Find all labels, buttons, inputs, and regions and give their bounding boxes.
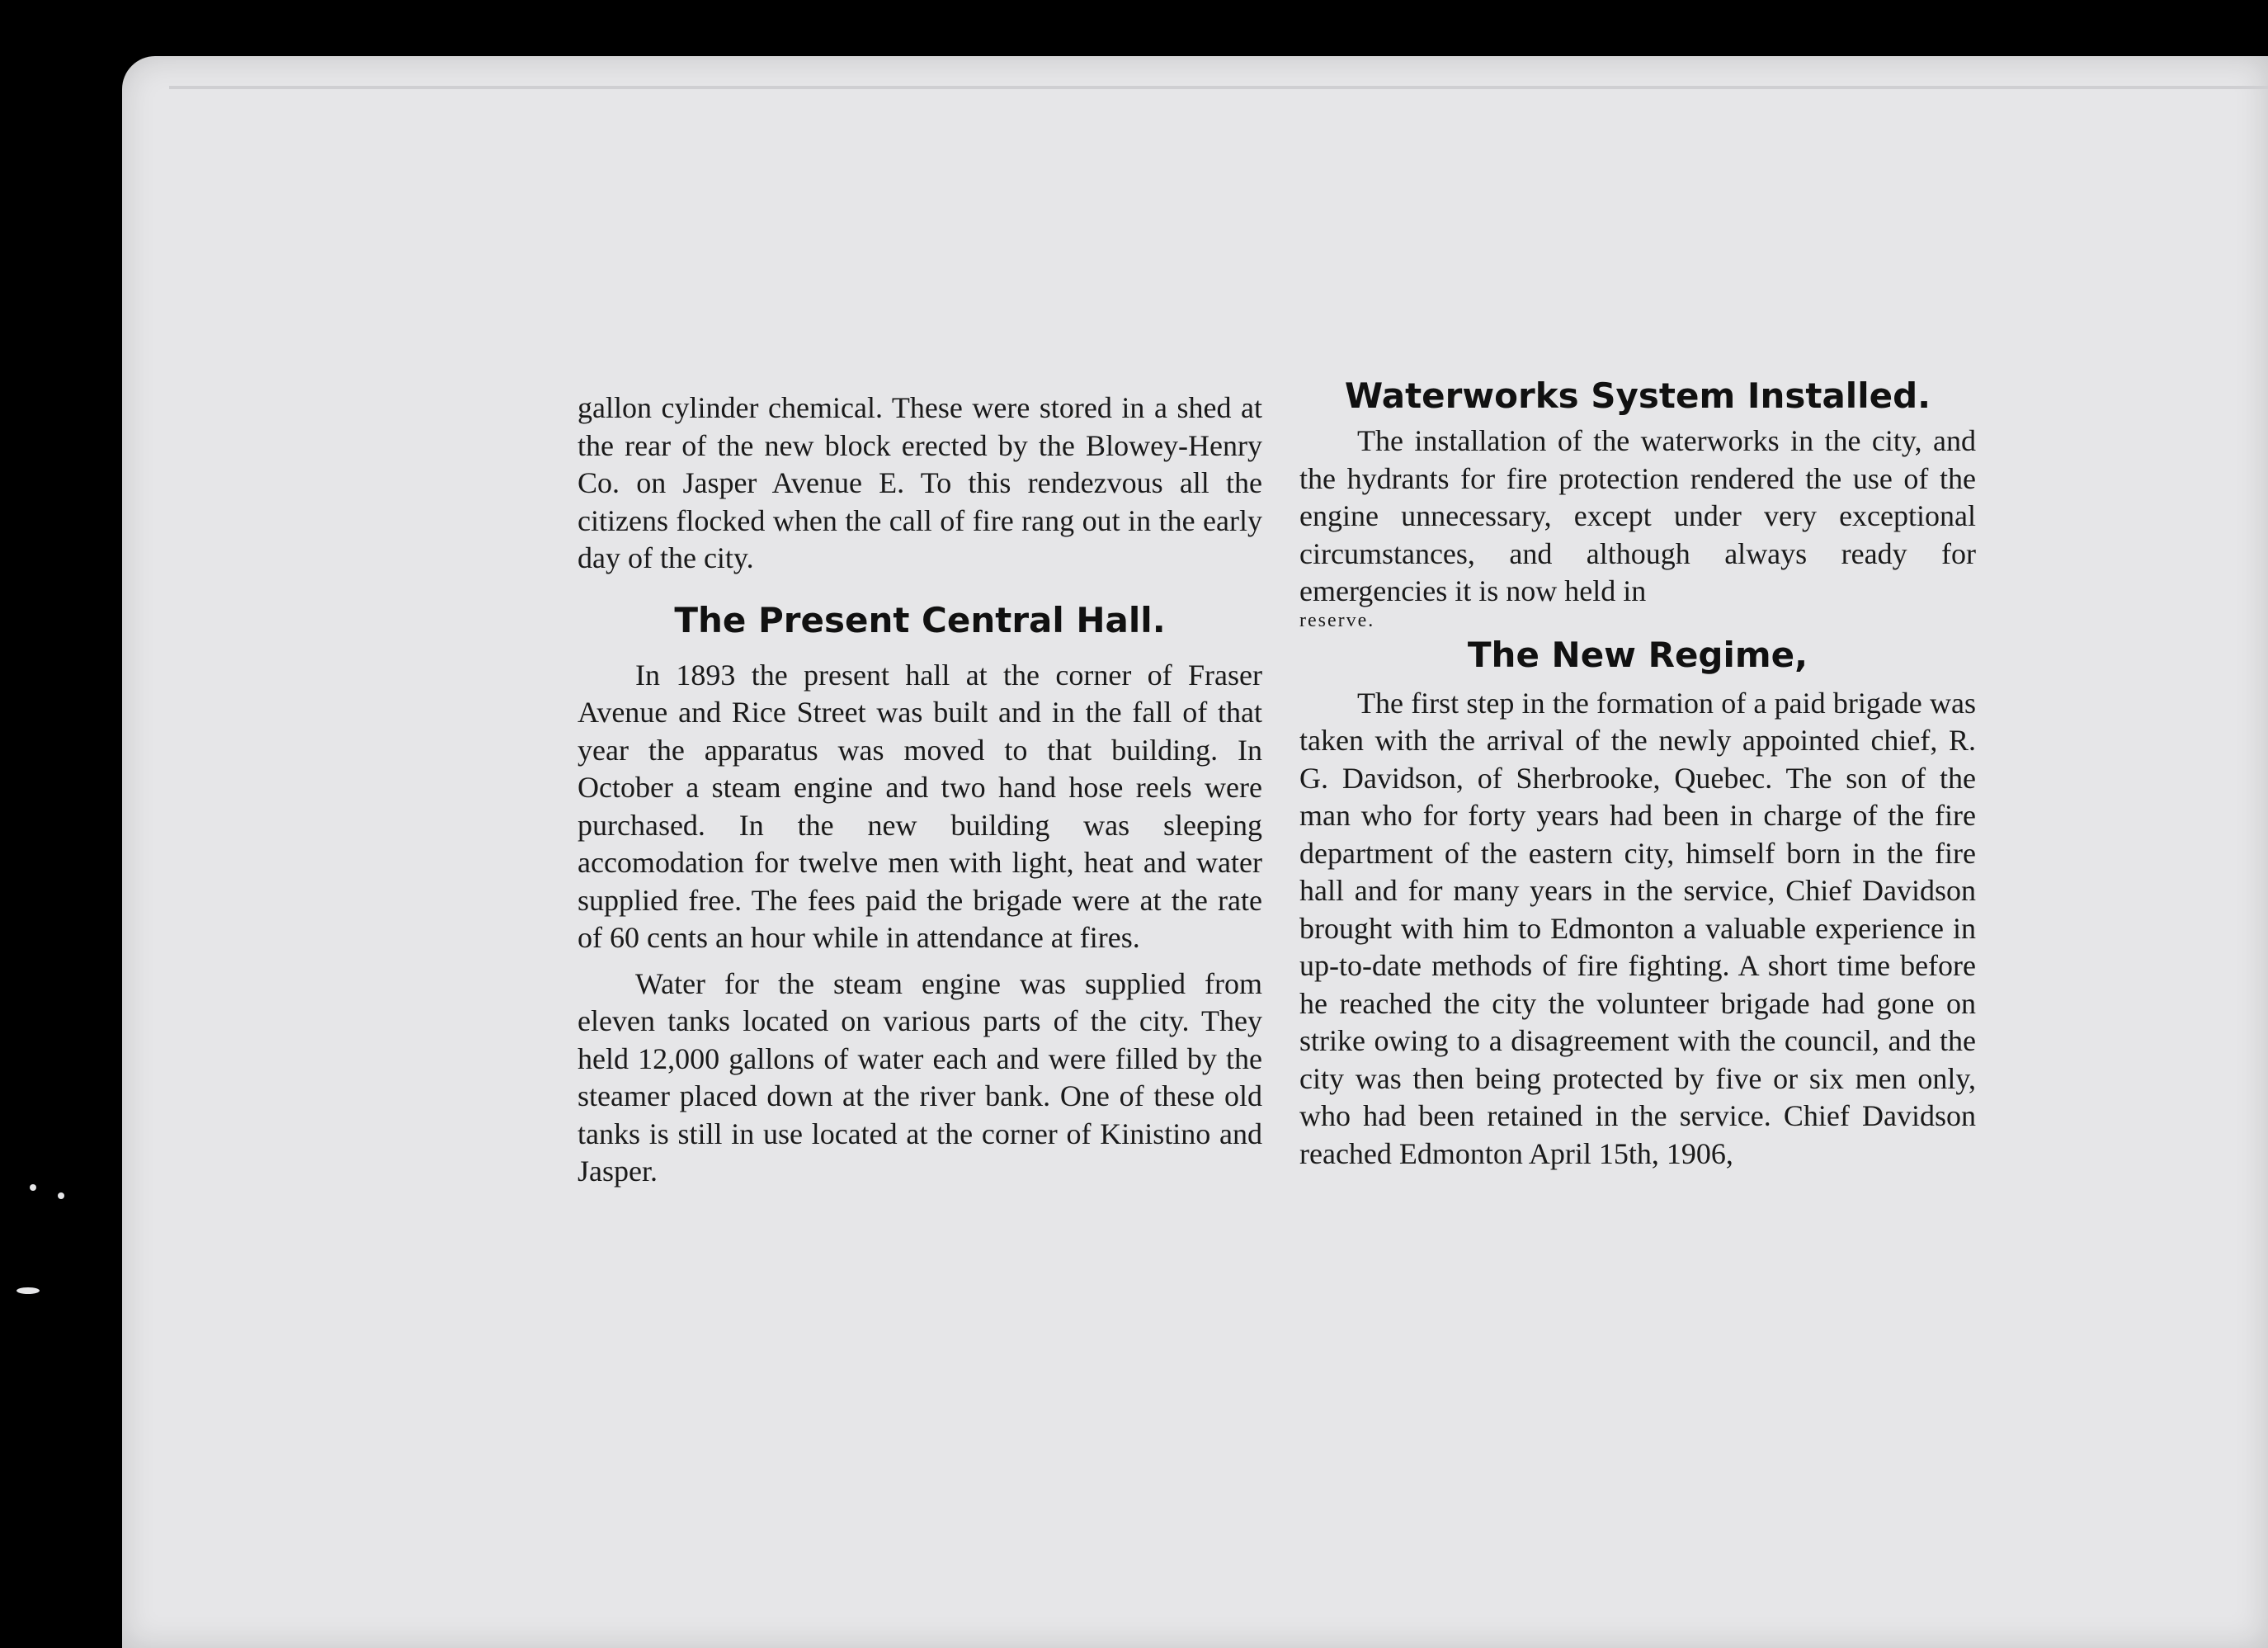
scan-speck <box>1668 1597 1686 1610</box>
paragraph-water-tanks: Water for the steam engine was supplied from eleven tanks located on various parts of the city. They held 12,000 gallons of water each and were filled by the steamer placed down at the river bank. One of these old tanks is still in use located at the corner of Kinistino and Jasper. <box>578 966 1262 1188</box>
heading-new-regime: The New Regime, <box>1467 634 1808 675</box>
paragraph-waterworks-end: reserve. <box>1299 609 1375 631</box>
scan-speck <box>58 1192 64 1199</box>
page-edge-line <box>169 86 2268 89</box>
left-column <box>578 390 1262 1191</box>
right-column-top <box>1299 371 1976 421</box>
scan-speck <box>17 1287 40 1294</box>
scan-speck <box>30 1184 36 1191</box>
paragraph-1893-hall: In 1893 the present hall at the corner of Fraser Avenue and Rice Street was built and in the fall of that year the apparatus was moved to that building. In October a steam engine and two hand hose reels were purchased. In the new building was sleeping accomodation for twelve men with light, heat and water supplied free. The fees paid the brigade were at the rate of 60 cents an hour while in attendance at fires. <box>578 658 1262 954</box>
paragraph-waterworks: The installation of the waterworks in the city, and the hydrants for fire protection rendered the use of the engine unnecessary, except under very exceptional circumstances, and although always ready for emergencies it is now held in <box>1299 424 1976 607</box>
heading-present-central-hall: The Present Central Hall. <box>674 599 1166 640</box>
paragraph-new-regime: The first step in the formation of a paid brigade was taken with the arrival of the newly appointed chief, R. G. Davidson, of Sherbrooke, Quebec. The son of the man who for forty years had been in charge of the fire department of the eastern city, himself born in the fire hall and for many years in the service, Chief Davidson brought with him to Edmonton a valuable experience in up-to-date methods of fire fighting. A short time before he reached the city the volunteer brigade had gone on strike owing to a disagreement with the council, and the city was then being protected by five or six men only, who had been retained in the service. Chief Davidson reached Edmonton April 15th, 1906, <box>1299 686 1976 1170</box>
heading-waterworks-system: Waterworks System Installed. <box>1344 375 1931 416</box>
paragraph-gallon-cylinder: gallon cylinder chemical. These were stored in a shed at the rear of the new block erected by the Blowey-Henry Co. on Jasper Avenue E. To this rendezvous all the citizens flocked when the call of fire rang out in the early day of the city. <box>578 391 1262 574</box>
right-column <box>1299 423 1976 1173</box>
